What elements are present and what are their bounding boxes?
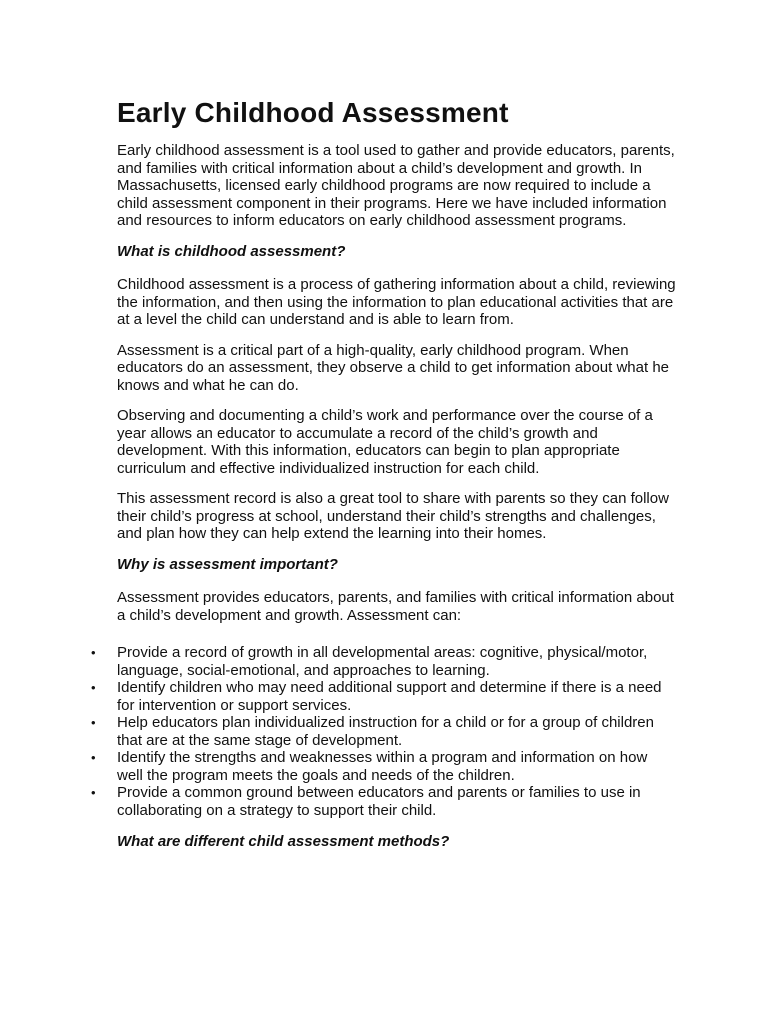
section-heading-what-is: What is childhood assessment? [117, 242, 346, 260]
section-heading-why-important: Why is assessment important? [117, 555, 338, 573]
list-item [91, 749, 677, 784]
list-item-text: Help educators plan individualized instruction for a child or for a group of children that are at the same stage of development. [117, 714, 654, 749]
paragraph: This assessment record is also a great tool to share with parents so they can follow their child’s progress at school, understand their child’s strengths and challenges, and plan how they can help extend the learning into their homes. [117, 490, 669, 542]
list-item [91, 714, 677, 749]
list-item-text: Identify the strengths and weaknesses within a program and information on how well the program meets the goals and needs of the children. [117, 749, 648, 784]
list-item [91, 644, 677, 679]
list-item [91, 679, 677, 714]
paragraph: Assessment provides educators, parents, and families with critical information about a child’s development and growth. Assessment can: [117, 589, 674, 624]
bullet-icon: • [91, 645, 96, 660]
list-item [91, 784, 677, 819]
intro-paragraph: Early childhood assessment is a tool used to gather and provide educators, parents, and families with critical information about a child’s development and growth. In Massachusetts, licensed early childhood programs are now required to include a child assessment component in their programs. Here we have included information and resources to inform educators on early childhood assessment programs. [117, 142, 675, 229]
paragraph: Childhood assessment is a process of gathering information about a child, reviewing the information, and then using the information to plan educational activities that are at a level the child can understand and is able to learn from. [117, 276, 676, 328]
list-item-text: Provide a record of growth in all developmental areas: cognitive, physical/motor, language, social-emotional, and approaches to learning. [117, 644, 648, 679]
bullet-icon: • [91, 785, 96, 800]
list-item-text: Provide a common ground between educators and parents or families to use in collaborating on a strategy to support their child. [117, 784, 641, 819]
page-title: Early Childhood Assessment [117, 97, 509, 128]
bullet-icon: • [91, 680, 96, 695]
list-item-text: Identify children who may need additional support and determine if there is a need for intervention or support services. [117, 679, 662, 714]
bullet-icon: • [91, 715, 96, 730]
paragraph: Observing and documenting a child’s work and performance over the course of a year allows an educator to accumulate a record of the child’s growth and development. With this information, educators can begin to plan appropriate curriculum and effective individualized instruction for each child. [117, 407, 653, 477]
section-heading-methods: What are different child assessment methods? [117, 833, 450, 850]
paragraph: Assessment is a critical part of a high-quality, early childhood program. When educators do an assessment, they observe a child to get information about what he knows and what he can do. [117, 341, 669, 394]
document-page [91, 96, 677, 867]
bullet-icon: • [91, 750, 96, 765]
bullet-list [91, 644, 677, 819]
